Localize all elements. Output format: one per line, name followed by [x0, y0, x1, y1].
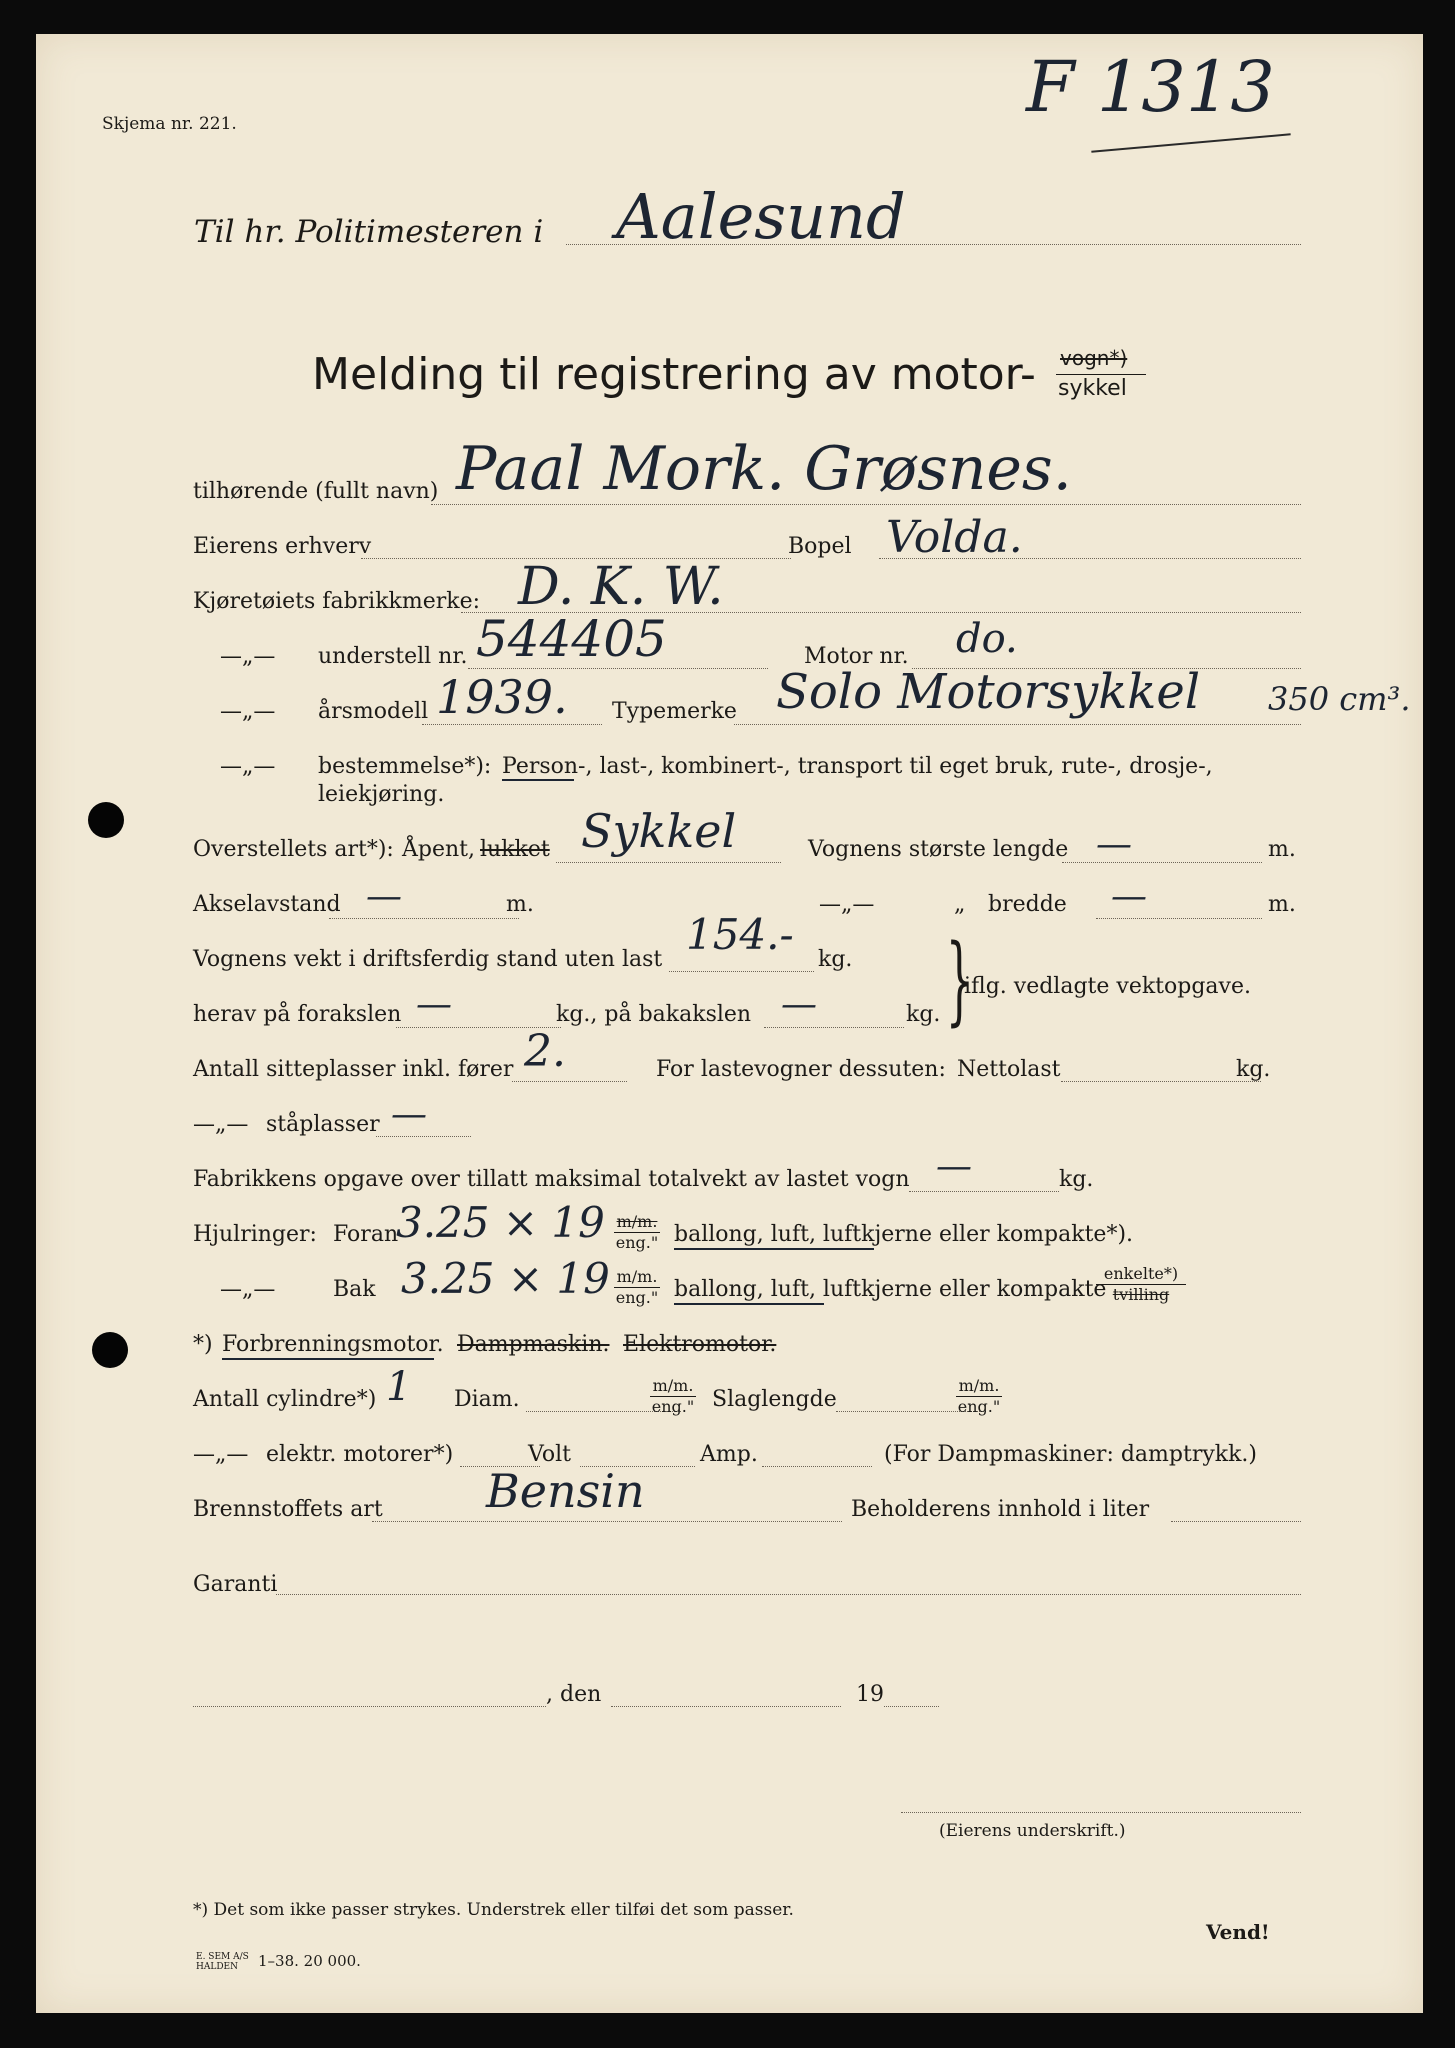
fuel-label: Brennstoffets art	[193, 1497, 383, 1522]
width-quote: „	[954, 892, 966, 917]
addressee-label: Til hr. Politimesteren i	[194, 214, 544, 250]
front-axle-value: —	[416, 984, 452, 1025]
stroke-unit-mm: m/m.	[956, 1376, 1002, 1397]
net-load-line	[1061, 1081, 1261, 1082]
tyres-rear-unit-mm: m/m.	[614, 1267, 660, 1288]
fuel-value: Bensin	[486, 1464, 645, 1518]
form-sheet	[36, 34, 1423, 2013]
max-total-line	[909, 1191, 1059, 1192]
archive-number: F 1313	[1026, 46, 1275, 128]
guarantee-label: Garanti	[193, 1572, 278, 1597]
type-extra: 350 cm³.	[1268, 680, 1411, 718]
rear-axle-value: —	[781, 984, 817, 1025]
amp-line	[762, 1466, 872, 1467]
purpose-ditto: —„—	[220, 754, 276, 779]
chassis-label: understell nr.	[318, 644, 468, 669]
tyres-rear-text: ballong, luft, luftkjerne eller kompakte	[674, 1277, 1107, 1302]
weight-label: Vognens vekt i driftsferdig stand uten last	[193, 947, 663, 972]
net-load-label: Nettolast	[957, 1057, 1061, 1082]
type-label: Typemerke	[612, 699, 737, 724]
engine-label: Motor nr.	[804, 644, 909, 669]
purpose-options: Person-, last-, kombinert-, transport til eget bruk, rute-, drosje-,	[502, 754, 1213, 779]
guarantee-line	[276, 1594, 1301, 1595]
tyres-rear-label: Bak	[333, 1277, 376, 1302]
standing-line	[376, 1136, 471, 1137]
footnote: *) Det som ikke passer strykes. Understrek eller tilføi det som passer.	[193, 1900, 794, 1920]
electric-ditto: —„—	[193, 1442, 249, 1467]
body-type-closed: lukket	[480, 837, 550, 862]
title-fraction-bar	[1056, 374, 1146, 375]
standing-value: —	[391, 1094, 427, 1135]
print-run: 1–38. 20 000.	[258, 1952, 361, 1970]
signature-label: (Eierens underskrift.)	[939, 1821, 1126, 1841]
tank-line	[1171, 1521, 1301, 1522]
net-load-unit: kg.	[1236, 1057, 1271, 1082]
model-year-value: 1939.	[436, 670, 568, 724]
wheelbase-line	[329, 918, 519, 919]
tyres-label: Hjulringer:	[193, 1222, 317, 1247]
body-type-label: Overstellets art*):	[193, 837, 394, 862]
occupation-label: Eierens erhverv	[193, 534, 372, 559]
seats-line	[512, 1081, 627, 1082]
owner-value: Paal Mork. Grøsnes.	[456, 434, 1072, 504]
width-ditto: —„—	[819, 892, 875, 917]
max-total-unit: kg.	[1059, 1167, 1094, 1192]
owner-line	[431, 504, 1301, 505]
stroke-unit-eng: eng."	[957, 1397, 1001, 1416]
model-year-ditto: —„—	[220, 699, 276, 724]
printer-name-1: E. SEM A/S	[196, 1952, 249, 1962]
place-line	[193, 1706, 546, 1707]
tyres-rear-option	[1096, 1264, 1186, 1305]
chassis-ditto: —„—	[220, 644, 276, 669]
weight-unit: kg.	[818, 947, 853, 972]
chassis-value: 544405	[476, 610, 667, 668]
stroke-unit	[956, 1376, 1002, 1417]
tyres-front-unit-mm: m/m.	[614, 1212, 660, 1233]
archive-underline	[1091, 133, 1290, 152]
residence-value: Volda.	[886, 512, 1023, 563]
diam-unit-eng: eng."	[651, 1397, 695, 1416]
form-title: Melding til registrering av motor-	[312, 349, 1036, 400]
title-option-sykkel: sykkel	[1058, 376, 1127, 401]
weight-value: 154.-	[686, 910, 794, 959]
axle-brace: }	[945, 924, 974, 1036]
axle-note: iflg. vedlagte vektopgave.	[964, 974, 1251, 999]
date-year: 19	[856, 1682, 884, 1707]
turn-over-note: Vend!	[1206, 1920, 1270, 1944]
make-value: D. K. W.	[518, 557, 724, 617]
electric-label: elektr. motorer*)	[266, 1442, 454, 1467]
standing-ditto: —„—	[193, 1112, 249, 1137]
owner-label: tilhørende (fullt navn)	[193, 479, 439, 504]
max-length-line	[1062, 862, 1262, 863]
model-year-label: årsmodell	[318, 699, 429, 724]
tyres-rear-unit-eng: eng."	[615, 1288, 659, 1307]
title-option-vogn: vogn*)	[1060, 346, 1128, 370]
engine-type-prefix: *)	[193, 1332, 213, 1357]
engine-type-steam: Dampmaskin.	[457, 1332, 610, 1357]
tyres-rear-option-twin: tvilling	[1112, 1285, 1170, 1304]
form-number: Skjema nr. 221.	[102, 114, 237, 134]
tyres-rear-value: 3.25 × 19	[401, 1254, 610, 1303]
make-label: Kjøretøiets fabrikkmerke:	[193, 589, 481, 614]
diam-label: Diam.	[454, 1387, 520, 1412]
width-unit: m.	[1268, 892, 1296, 917]
tyres-front-underline	[674, 1248, 874, 1250]
seats-value: 2.	[524, 1026, 566, 1077]
type-value: Solo Motorsykkel	[776, 664, 1201, 720]
rear-axle-unit: kg.	[906, 1002, 941, 1027]
tyres-front-unit	[614, 1212, 660, 1253]
tyres-rear-unit	[614, 1267, 660, 1308]
diam-unit-mm: m/m.	[650, 1376, 696, 1397]
tyres-front-unit-eng: eng."	[615, 1233, 659, 1252]
wheelbase-value: —	[366, 876, 402, 917]
tank-label: Beholderens innhold i liter	[851, 1497, 1150, 1522]
weight-line	[669, 971, 814, 972]
date-line	[611, 1706, 841, 1707]
rear-axle-line	[764, 1027, 904, 1028]
purpose-options-cont: leiekjøring.	[318, 782, 445, 807]
volt-label: Volt	[528, 1442, 571, 1467]
max-total-value: —	[936, 1146, 972, 1187]
punch-hole-top	[88, 802, 124, 838]
year-line	[884, 1706, 939, 1707]
cargo-label: For lastevogner dessuten:	[656, 1057, 946, 1082]
body-type-value: Sykkel	[581, 804, 737, 858]
front-axle-label: herav på forakslen	[193, 1002, 402, 1027]
chassis-line	[468, 668, 768, 669]
engine-type-underline	[222, 1358, 434, 1360]
date-den: , den	[546, 1682, 602, 1707]
residence-label: Bopel	[788, 534, 852, 559]
engine-type-combustion: Forbrenningsmotor.	[222, 1332, 444, 1357]
max-length-label: Vognens største lengde	[808, 837, 1069, 862]
amp-label: Amp.	[700, 1442, 758, 1467]
max-length-value: —	[1096, 824, 1132, 865]
addressee-value: Aalesund	[616, 180, 906, 253]
type-line	[734, 724, 1301, 725]
tyres-rear-option-single: enkelte*)	[1096, 1264, 1186, 1285]
tyres-front-text: ballong, luft, luftkjerne eller kompakte*).	[674, 1222, 1134, 1247]
diam-unit	[650, 1376, 696, 1417]
body-type-open: Åpent,	[402, 837, 475, 862]
tyres-front-label: Foran	[333, 1222, 399, 1247]
tyres-rear-underline	[674, 1303, 824, 1305]
cylinders-label: Antall cylindre*)	[193, 1387, 377, 1412]
seats-label: Antall sitteplasser inkl. fører	[193, 1057, 514, 1082]
max-length-unit: m.	[1268, 837, 1296, 862]
purpose-label: bestemmelse*):	[318, 754, 492, 779]
punch-hole-bottom	[92, 1332, 128, 1368]
tyres-front-value: 3.25 × 19	[396, 1198, 605, 1247]
max-total-label: Fabrikkens opgave over tillatt maksimal totalvekt av lastet vogn	[193, 1167, 910, 1192]
engine-value: do.	[956, 616, 1018, 662]
cylinders-value: 1	[386, 1364, 412, 1410]
signature-line	[901, 1812, 1301, 1813]
standing-label: ståplasser	[266, 1112, 380, 1137]
printer-name-2: HALDEN	[196, 1962, 238, 1972]
wheelbase-label: Akselavstand	[193, 892, 341, 917]
fuel-line	[372, 1521, 842, 1522]
model-year-line	[422, 724, 602, 725]
stroke-label: Slaglengde	[712, 1387, 837, 1412]
tyres-rear-ditto: —„—	[220, 1277, 276, 1302]
purpose-underline	[502, 779, 574, 781]
steam-pressure-note: (For Dampmaskiner: damptrykk.)	[884, 1442, 1258, 1467]
front-axle-unit: kg., på bakakslen	[556, 1002, 752, 1027]
printer-name	[196, 1952, 249, 1972]
body-type-line	[556, 862, 781, 863]
width-label: bredde	[988, 892, 1067, 917]
engine-type-electric: Elektromotor.	[623, 1332, 777, 1357]
width-value: —	[1111, 876, 1147, 917]
wheelbase-unit: m.	[506, 892, 534, 917]
width-line	[1096, 918, 1262, 919]
